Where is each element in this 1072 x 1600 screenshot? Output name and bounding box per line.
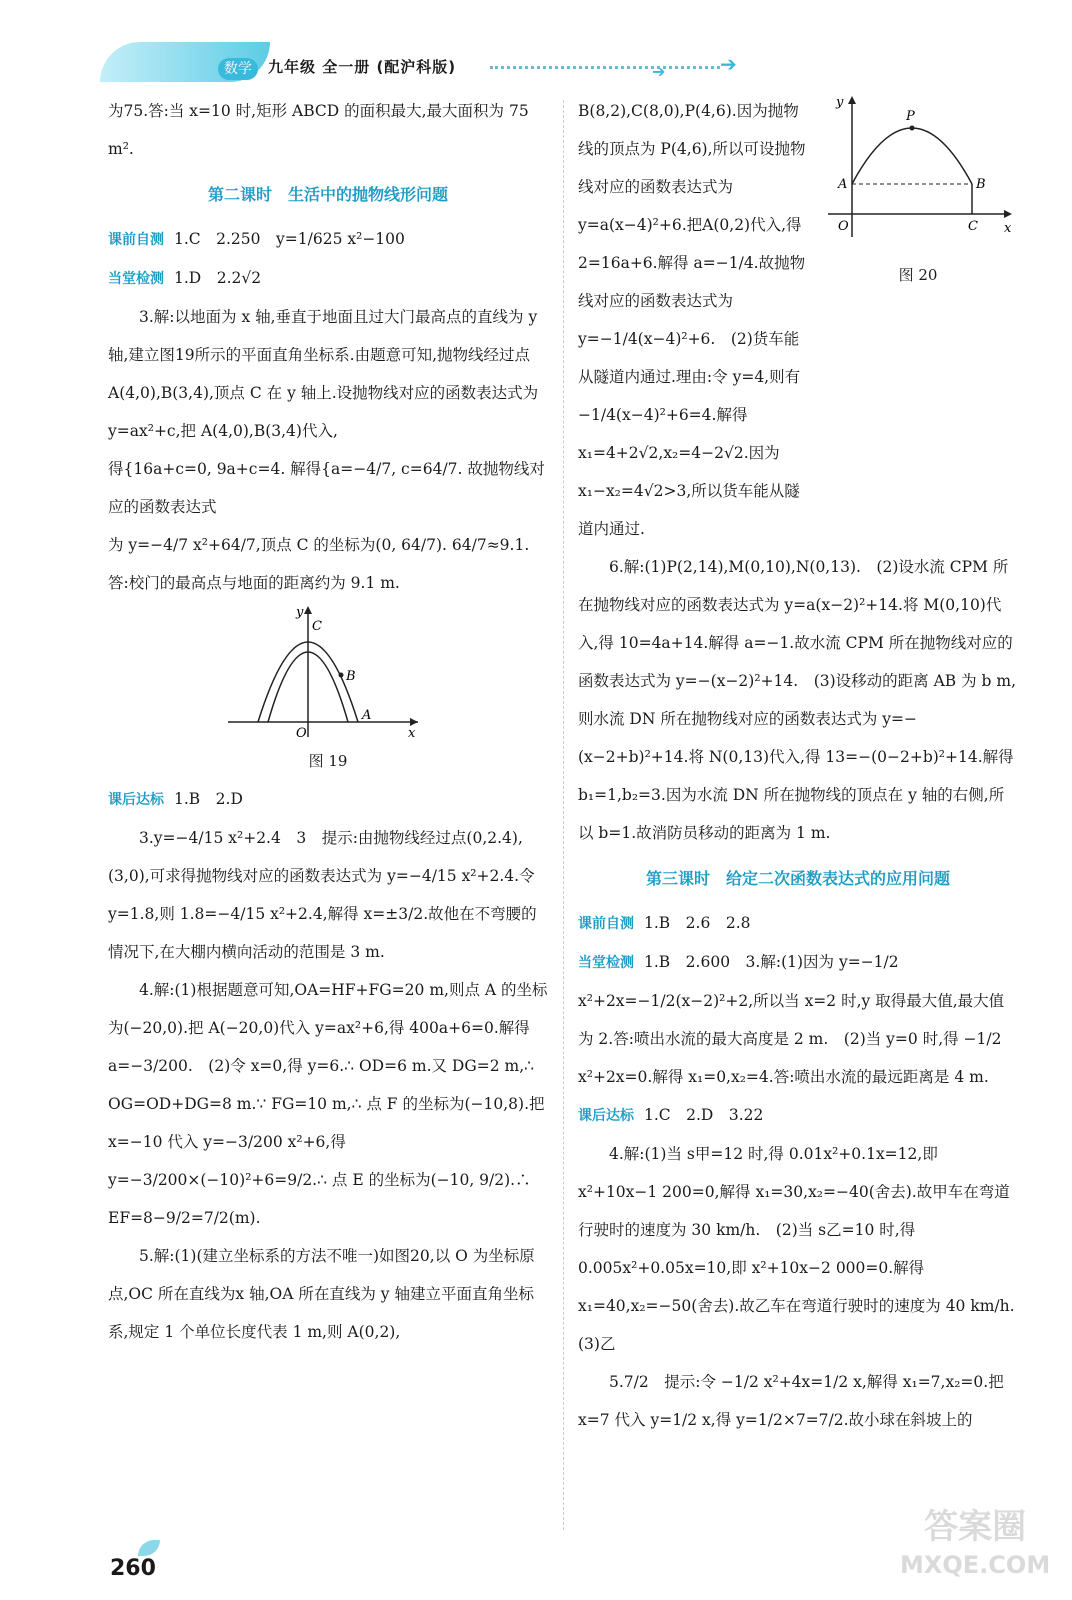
label-tag: 课前自测 bbox=[108, 232, 164, 248]
subject-badge: 数学 bbox=[218, 58, 258, 80]
paragraph: B(8,2),C(8,0),P(4,6).因为抛物线的顶点为 P(4,6),所以可设抛物线对应的函数表达式为 y=a(x−4)²+6.把A(0,2)代入,得 2=16a+6.解得 a=−1/4.故抛物线对应的函数表达式为 y=−1/4(x−4)²+6. (2)货车能从隧道内通过.理由:令 y=4,则有 −1/4(x−4)²+6=4.解得 x₁=4+2√2,x₂=4−2√2.因为 x₁−x₂=4√2>3,所以货车能从隧道内通过. bbox=[578, 102, 806, 538]
paragraph: 3.解:以地面为 x 轴,垂直于地面且过大门最高点的直线为 y 轴,建立图19所示的平面直角坐标系.由题意可知,抛物线经过点A(4,0),B(3,4),顶点 C 在 y 轴上.设抛物线对应的函数表达式为 y=ax²+c,把 A(4,0),B(3,4)代入, bbox=[108, 308, 539, 440]
paragraph: 得{16a+c=0, 9a+c=4. 解得{a=−4/7, c=64/7. 故抛物线对应的函数表达式 bbox=[108, 460, 545, 516]
figure-caption: 图 19 bbox=[308, 752, 348, 770]
right-column bbox=[578, 92, 1018, 1439]
label-tag: 课后达标 bbox=[578, 1108, 634, 1124]
answer-text: 1.C 2.D 3.22 bbox=[644, 1106, 764, 1124]
watermark-line: MXQE.COM bbox=[900, 1551, 1051, 1579]
fig-label: x bbox=[1004, 221, 1012, 236]
fig-label: O bbox=[296, 726, 307, 741]
paragraph: 3.y=−4/15 x²+2.4 3 提示:由抛物线经过点(0,2.4),(3,0),可求得抛物线对应的函数表达式为 y=−4/15 x²+2.4.令 y=1.8,则 1.8=−4/15 x²+2.4,解得 x=±3/2.故他在不弯腰的情况下,在大棚内横向活动的范围是 3 m. bbox=[108, 829, 537, 961]
arrow-icon: ➔ bbox=[720, 52, 737, 76]
fig-label: O bbox=[838, 219, 849, 234]
header-dotted-line bbox=[490, 66, 720, 69]
watermark-line: 答案圈 bbox=[924, 1507, 1027, 1547]
label-tag: 课后达标 bbox=[108, 792, 164, 808]
fig-label: x bbox=[408, 726, 416, 741]
figure-caption: 图 20 bbox=[898, 266, 938, 284]
answer-text: 1.B 2.D bbox=[174, 790, 243, 808]
fig-label: C bbox=[968, 219, 978, 234]
paragraph: 5.解:(1)(建立坐标系的方法不唯一)如图20,以 O 为坐标原点,OC 所在直线为x 轴,OA 所在直线为 y 轴建立平面直角坐标系,规定 1 个单位长度代表 1 m,则 A(0,2), bbox=[108, 1247, 535, 1341]
fig-label: P bbox=[906, 109, 915, 124]
answer-text: 1.B 2.600 3.解:(1)因为 y=−1/2 x²+2x=−1/2(x−2)²+2,所以当 x=2 时,y 取得最大值,最大值为 2.答:喷出水流的最大高度是 2 m. (2)当 y=0 时,得 −1/2 x²+2x=0.解得 x₁=0,x₂=4.答:喷出水流的最远距离是 4 m. bbox=[578, 953, 1005, 1086]
left-column bbox=[108, 92, 548, 1351]
fig-label: A bbox=[362, 708, 372, 723]
section-title: 第三课时 给定二次函数表达式的应用问题 bbox=[645, 869, 950, 888]
fig-label: B bbox=[976, 177, 986, 192]
paragraph: 6.解:(1)P(2,14),M(0,10),N(0,13). (2)设水流 CPM 所在抛物线对应的函数表达式为 y=a(x−2)²+14.将 M(0,10)代入,得 10=4a+14.解得 a=−1.故水流 CPM 所在抛物线对应的函数表达式为 y=−(x−2)²+14. (3)设移动的距离 AB 为 b m,则水流 DN 所在抛物线对应的函数表达式为 y=−(x−2+b)²+14.将 N(0,13)代入,得 13=−(0−2+b)²+14.解得 b₁=1,b₂=3.因为水流 DN 所在抛物线的顶点在 y 轴的右侧,所以 b=1.故消防员移动的距离为 1 m. bbox=[578, 558, 1016, 842]
fig-label: A bbox=[838, 177, 848, 192]
fig-label: y bbox=[296, 605, 304, 620]
watermark bbox=[900, 1508, 1050, 1584]
label-tag: 当堂检测 bbox=[578, 955, 634, 971]
paragraph: 为 y=−4/7 x²+64/7,顶点 C 的坐标为(0, 64/7). 64/7≈9.1.答:校门的最高点与地面的距离约为 9.1 m. bbox=[108, 536, 530, 592]
fig-label: C bbox=[312, 619, 322, 634]
answer-text: 1.D 2.2√2 bbox=[174, 269, 262, 287]
fig-label: B bbox=[346, 669, 356, 684]
page-number: 260 bbox=[110, 1556, 156, 1581]
fig-label: y bbox=[836, 95, 844, 110]
label-tag: 当堂检测 bbox=[108, 271, 164, 287]
leaf-decoration bbox=[138, 1540, 160, 1556]
paragraph: 5.7/2 提示:令 −1/2 x²+4x=1/2 x,解得 x₁=7,x₂=0.把 x=7 代入 y=1/2 x,得 y=1/2×7=7/2.故小球在斜坡上的 bbox=[578, 1373, 1004, 1429]
paragraph: (3)乙 bbox=[578, 1335, 616, 1353]
figure-20-tunnel bbox=[818, 92, 1018, 242]
section-title: 第二课时 生活中的抛物线形问题 bbox=[207, 185, 448, 204]
book-title: 九年级 全一册 (配沪科版) bbox=[268, 58, 457, 76]
figure-19-parabola bbox=[228, 602, 428, 742]
answer-text: 1.C 2.250 y=1/625 x²−100 bbox=[174, 230, 405, 248]
column-divider bbox=[563, 100, 564, 1530]
arrow-icon: ➔ bbox=[652, 62, 666, 81]
paragraph: 为75.答:当 x=10 时,矩形 ABCD 的面积最大,最大面积为 75 m². bbox=[108, 102, 529, 158]
paragraph: 4.解:(1)根据题意可知,OA=HF+FG=20 m,则点 A 的坐标为(−20,0).把 A(−20,0)代入 y=ax²+6,得 400a+6=0.解得 a=−3/200. (2)令 x=0,得 y=6.∴ OD=6 m.又 DG=2 m,∴ OG=OD+DG=8 m.∵ FG=10 m,∴ 点 F 的坐标为(−10,8).把 x=−10 代入 y=−3/200 x²+6,得 y=−3/200×(−10)²+6=9/2.∴ 点 E 的坐标为(−10, 9/2).∴ EF=8−9/2=7/2(m). bbox=[108, 981, 548, 1227]
paragraph: 4.解:(1)当 s甲=12 时,得 0.01x²+0.1x=12,即 x²+10x−1 200=0,解得 x₁=30,x₂=−40(舍去).故甲车在弯道行驶时的速度为 30 km/h. (2)当 s乙=10 时,得 0.005x²+0.05x=10,即 x²+10x−2 000=0.解得 x₁=40,x₂=−50(舍去).故乙车在弯道行驶时的速度为 40 km/h. bbox=[578, 1145, 1015, 1315]
answer-text: 1.B 2.6 2.8 bbox=[644, 914, 751, 932]
label-tag: 课前自测 bbox=[578, 916, 634, 932]
